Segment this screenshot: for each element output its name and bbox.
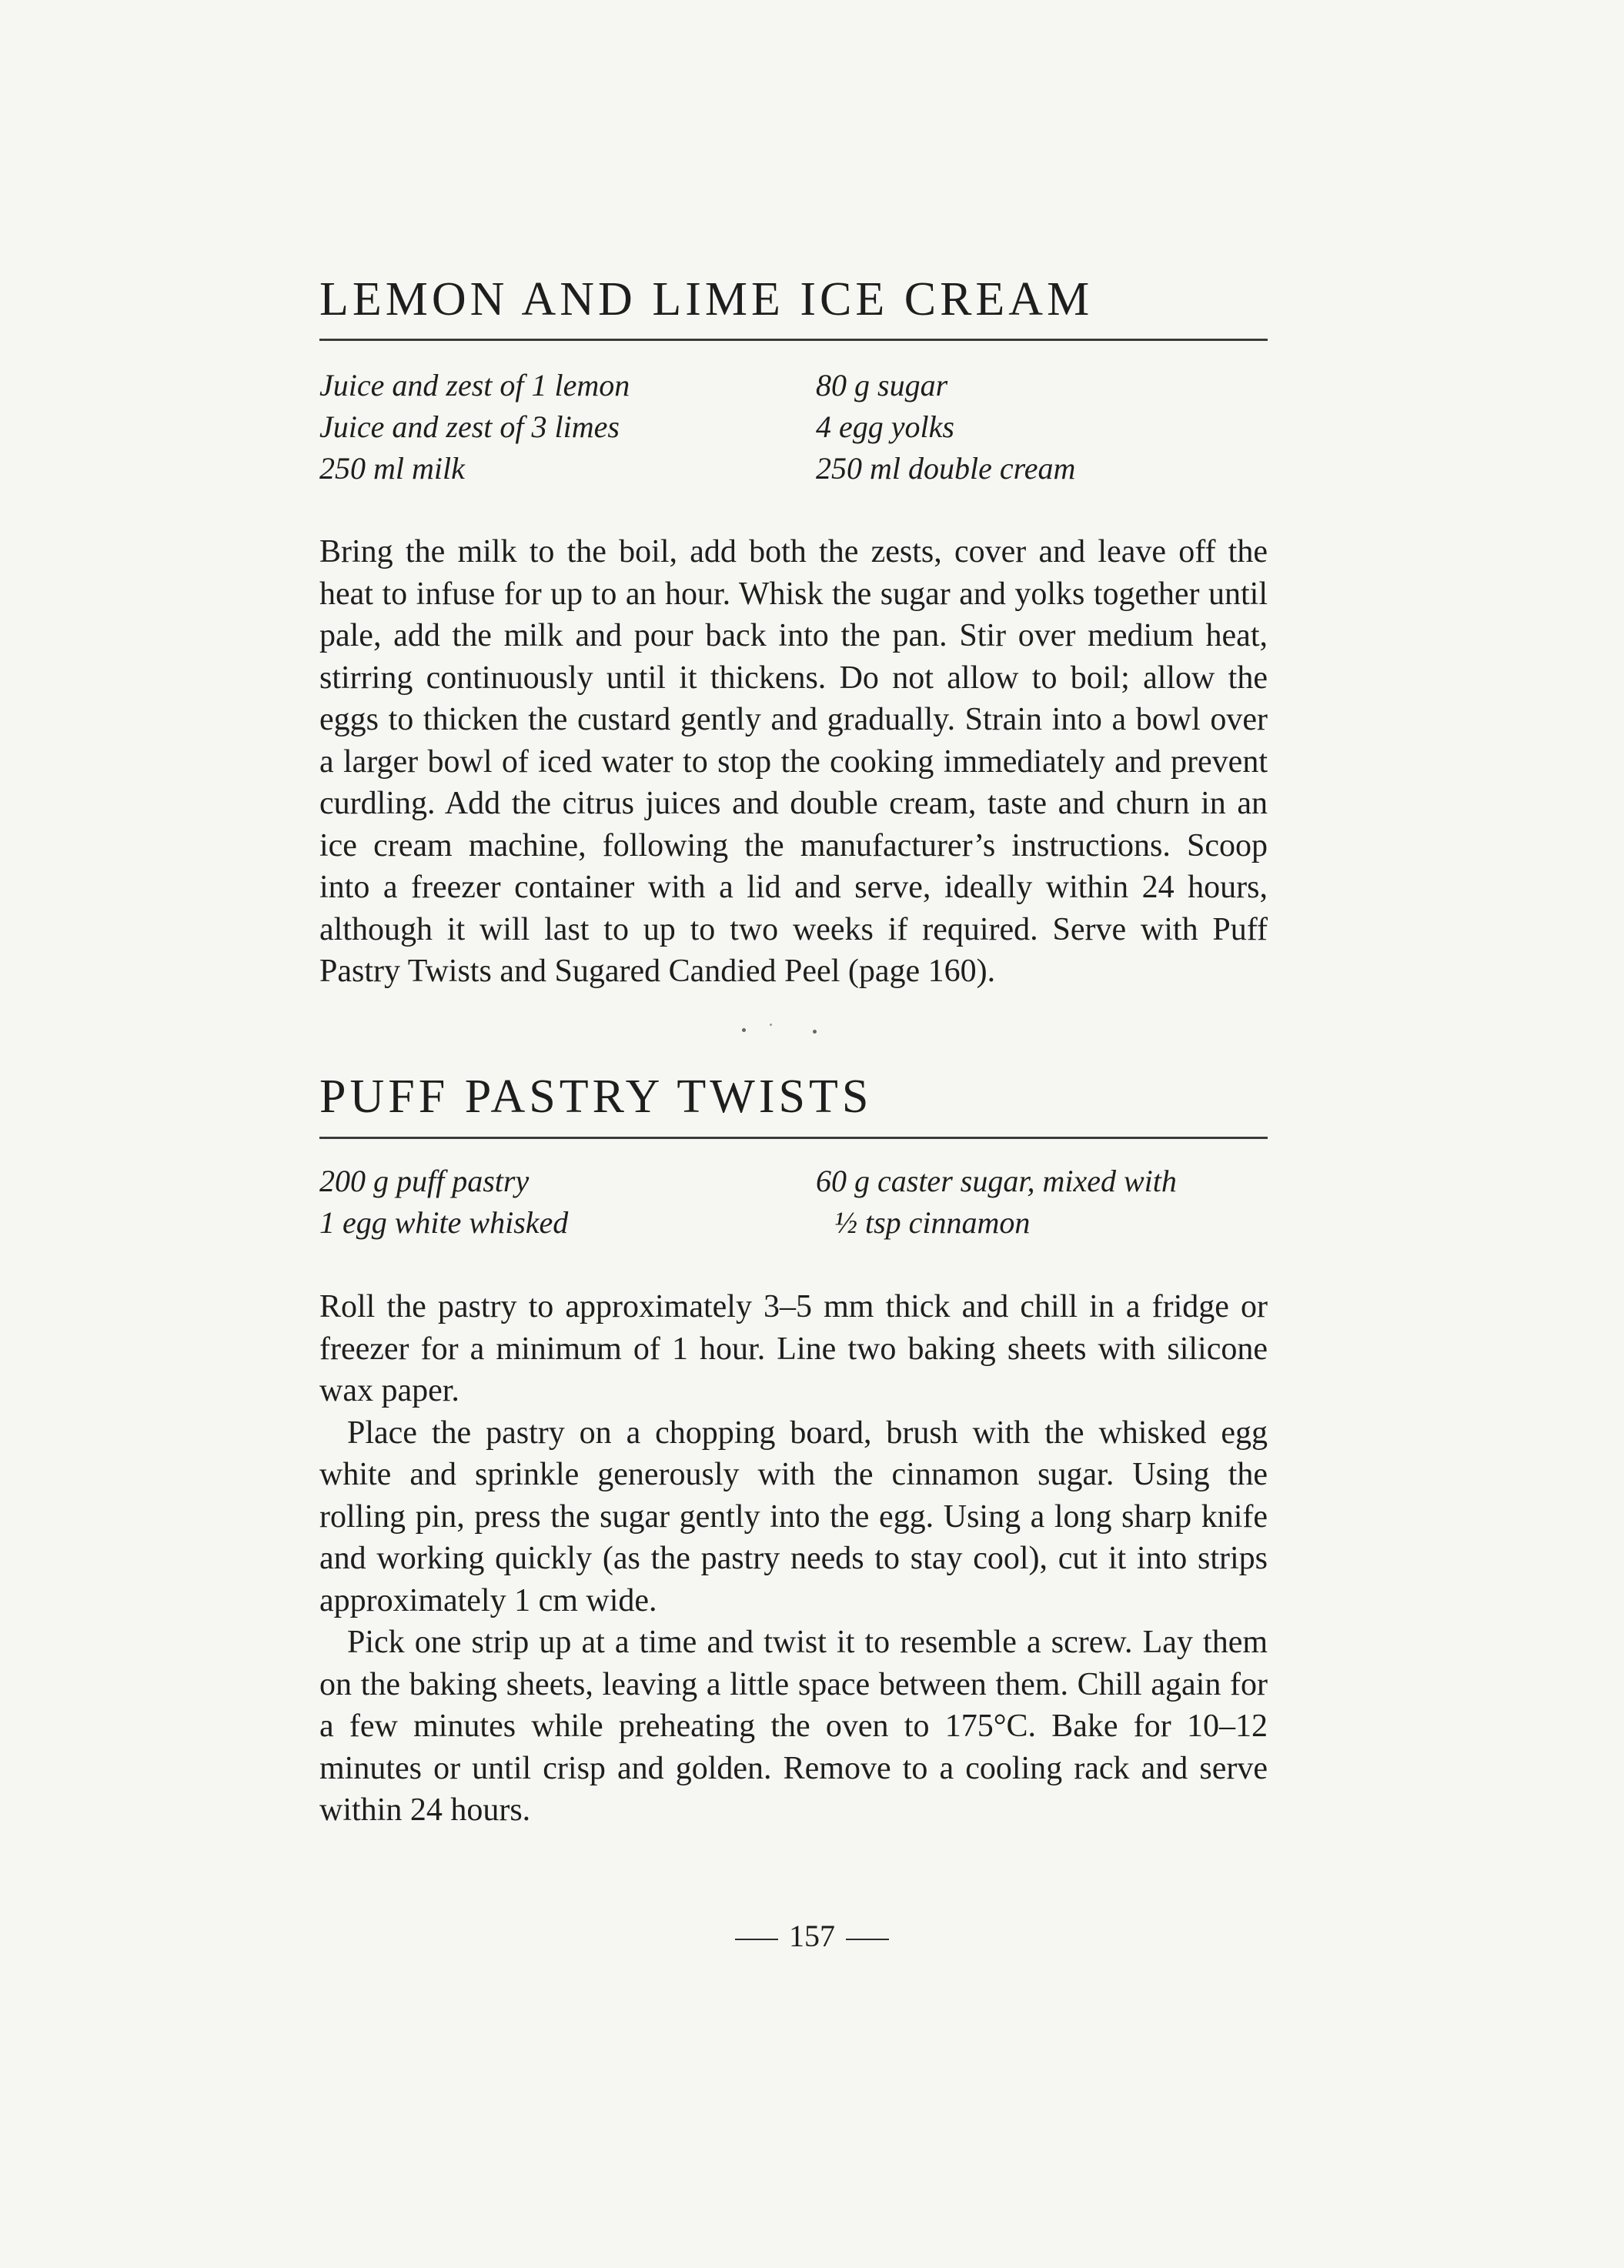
method-twists: [319, 1286, 1268, 1832]
ingredient: Juice and zest of 3 limes: [319, 409, 620, 444]
dash-right: [846, 1939, 889, 1940]
ingredient: 80 g sugar: [816, 368, 948, 402]
page-number-text: 157: [789, 1919, 835, 1953]
recipe-title-twists: PUFF PASTRY TWISTS: [319, 1071, 873, 1123]
ingredient: 60 g caster sugar, mixed with: [816, 1164, 1177, 1198]
dash-left: [735, 1939, 778, 1940]
ingredient: 250 ml double cream: [816, 451, 1076, 486]
ingredients-left-twists: [319, 1161, 568, 1244]
method-ice-cream: [319, 531, 1268, 993]
ingredients-right-twists: [816, 1161, 1177, 1244]
title-rule: [319, 339, 1268, 341]
ingredient: Juice and zest of 1 lemon: [319, 368, 630, 402]
page-number: [0, 1921, 1624, 1952]
ingredients-right-ice-cream: [816, 365, 1075, 489]
method-paragraph: Place the pastry on a chopping board, brush with the whisked egg white and sprinkle generously with the cinnamon sugar. Using the rolling pin, press the sugar gently into the egg. Using a long sharp knife and working quickly (as the pastry needs to stay cool), cut it into strips approximately 1 cm wide.: [319, 1415, 1268, 1618]
method-paragraph: Roll the pastry to approximately 3–5 mm thick and chill in a fridge or freezer for a minimum of 1 hour. Line two baking sheets with silicone wax paper.: [319, 1289, 1268, 1408]
ingredient: 250 ml milk: [319, 451, 465, 486]
recipe-title-ice-cream: LEMON AND LIME ICE CREAM: [319, 273, 1094, 326]
ingredient: ½ tsp cinnamon: [834, 1205, 1031, 1240]
page-specks: [730, 1022, 837, 1037]
title-rule: [319, 1137, 1268, 1139]
ingredient: 200 g puff pastry: [319, 1164, 530, 1198]
ingredient: 4 egg yolks: [816, 409, 954, 444]
ingredients-left-ice-cream: [319, 365, 630, 489]
ingredient: 1 egg white whisked: [319, 1205, 569, 1240]
method-paragraph: Bring the milk to the boil, add both the zests, cover and leave off the heat to infuse for up to an hour. Whisk the sugar and yolks together until pale, add the milk and pour back into the pan. Stir over medium heat, stirring continuously until it thickens. Do not allow to boil; allow the eggs to thicken the custard gently and gradually. Strain into a bowl over a larger bowl of iced water to stop the cooking immediately and prevent curdling. Add the citrus juices and double cream, taste and churn in an ice cream machine, following the manufacturer’s instructions. Scoop into a freezer container with a lid and serve, ideally within 24 hours, although it will last to up to two weeks if required. Serve with Puff Pastry Twists and Sugared Candied Peel (page 160).: [319, 534, 1268, 989]
method-paragraph: Pick one strip up at a time and twist it to resemble a screw. Lay them on the baking sheets, leaving a little space between them. Chill again for a few minutes while preheating the oven to 175°C. Bake for 10–12 minutes or until crisp and golden. Remove to a cooling rack and serve within 24 hours.: [319, 1625, 1268, 1828]
